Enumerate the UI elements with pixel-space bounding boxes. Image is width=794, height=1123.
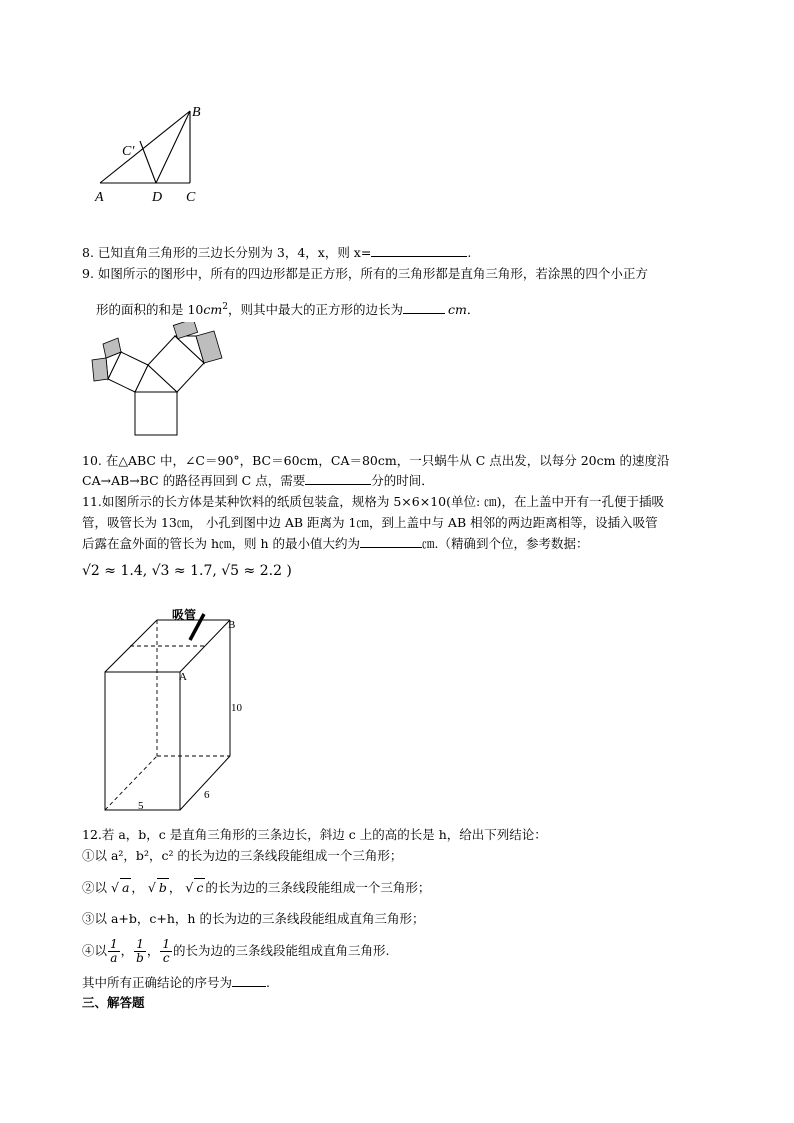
section-heading bbox=[82, 994, 145, 1011]
q12-item4-prefix: ④以 bbox=[82, 943, 108, 958]
q11-text-2: 管，吸管长为 13㎝， 小孔到图中边 AB 距离为 1㎝，到上盖中与 AB 相邻的两边距离相等，设插入吸管 bbox=[82, 515, 658, 530]
box-label-depth: 6 bbox=[204, 789, 210, 801]
question-8 bbox=[82, 244, 471, 261]
question-12-item3 bbox=[82, 910, 424, 927]
q9-text-2: 形的面积的和是 10 bbox=[96, 302, 204, 318]
q10-text-1: 10. 在△ABC 中，∠C＝90°，BC＝60cm，CA＝80cm，一只蜗牛从 C 点出发，以每分 20cm 的速度沿 bbox=[82, 453, 670, 468]
q12-item3-text: ③以 a+b，c+h，h 的长为边的三条线段能组成直角三角形； bbox=[82, 911, 425, 926]
question-12-item4: ④以 $\frac{1}{a}$ ， $\frac{1}{b}$ ， $\frac{1}{c}$ 的长为边的三条线段能组成直角三角形. bbox=[82, 937, 390, 965]
fraction-1-over-a: $\frac{1}{a}$ bbox=[110, 937, 118, 965]
question-12-item2: ②以 √ a ， √ b ， √ c 的长为边的三条线段能组成一个三角形； bbox=[82, 880, 431, 895]
squares-figure bbox=[88, 322, 223, 440]
q9-end: ． bbox=[466, 302, 480, 318]
box-figure bbox=[100, 604, 260, 816]
q12-item4-suffix: 的长为边的三条线段能组成直角三角形. bbox=[173, 943, 390, 958]
question-12-item1 bbox=[82, 847, 402, 864]
q12-conclusion-end: . bbox=[266, 975, 270, 990]
question-11-line3 bbox=[82, 535, 589, 552]
q9-text-3: ，则其中最大的正方形的边长为 bbox=[227, 302, 403, 318]
q12-item2-suffix: 的长为边的三条线段能组成一个三角形； bbox=[205, 880, 431, 895]
box-label-a: A bbox=[179, 671, 187, 683]
triangle-figure bbox=[88, 100, 218, 206]
box-label-b: B bbox=[228, 619, 236, 631]
question-12-conclusion bbox=[82, 974, 270, 991]
q11-text-1: 11.如图所示的长方体是某种饮料的纸质包装盒，规格为 5×6×10(单位: ㎝)，在上盖中开有一孔便于插吸 bbox=[82, 494, 665, 509]
q12-item2-prefix: ②以 bbox=[82, 880, 108, 895]
straw-label: 吸管 bbox=[172, 608, 197, 622]
q12-answer-blank[interactable] bbox=[232, 974, 266, 987]
box-label-width: 5 bbox=[138, 800, 144, 812]
q10-text-2: CA→AB→BC 的路径再回到 C 点，需要 bbox=[82, 473, 306, 488]
question-11-line1 bbox=[82, 493, 664, 510]
question-10-line1 bbox=[82, 452, 669, 469]
q10-answer-blank[interactable] bbox=[305, 472, 371, 485]
q11-ref-data: √2 ≈ 1.4, √3 ≈ 1.7, √5 ≈ 2.2 ) bbox=[82, 563, 292, 579]
q11-text-3: 后露在盒外面的管长为 h㎝，则 h 的最小值大约为 bbox=[82, 536, 361, 551]
label-b: B bbox=[192, 105, 201, 120]
question-9-line1 bbox=[82, 265, 648, 282]
label-d: D bbox=[152, 190, 163, 205]
label-c-prime: C′ bbox=[122, 144, 135, 159]
q9-unit-exp: 2 bbox=[222, 302, 228, 312]
q9-unit-len: cm bbox=[448, 302, 467, 318]
section-title: 三、解答题 bbox=[82, 995, 145, 1010]
label-c: C bbox=[186, 190, 196, 205]
q11-answer-blank[interactable] bbox=[360, 535, 422, 548]
q11-text-4: ㎝.（精确到个位，参考数据： bbox=[422, 536, 589, 551]
q9-unit-area: cm bbox=[203, 302, 223, 318]
q10-text-3: 分的时间． bbox=[371, 473, 434, 488]
q12-conclusion-text: 其中所有正确结论的序号为 bbox=[82, 975, 233, 990]
question-11-line2 bbox=[82, 514, 658, 531]
question-12-intro bbox=[82, 826, 547, 843]
q9-text-1: 9. 如图所示的图形中，所有的四边形都是正方形，所有的三角形都是直角三角形，若涂黑的四个小正方 bbox=[82, 266, 648, 281]
q8-text: 8. 已知直角三角形的三边长分别为 3，4，x，则 x= bbox=[82, 245, 372, 260]
q12-intro-text: 12.若 a，b，c 是直角三角形的三条边长，斜边 c 上的高的长是 h，给出下列结论： bbox=[82, 827, 547, 842]
fraction-1-over-b: $\frac{1}{b}$ bbox=[136, 937, 144, 965]
q8-end: . bbox=[467, 245, 472, 260]
question-11-ref bbox=[82, 563, 292, 580]
fraction-1-over-c: $\frac{1}{c}$ bbox=[162, 937, 171, 965]
q8-answer-blank[interactable] bbox=[371, 244, 467, 257]
label-a: A bbox=[95, 190, 104, 205]
box-label-height: 10 bbox=[231, 702, 242, 714]
question-9-line2 bbox=[96, 299, 479, 318]
q12-item1-text: ①以 a²，b²，c² 的长为边的三条线段能组成一个三角形； bbox=[82, 848, 403, 863]
question-10-line2 bbox=[82, 472, 434, 489]
q9-answer-blank[interactable] bbox=[403, 301, 445, 314]
